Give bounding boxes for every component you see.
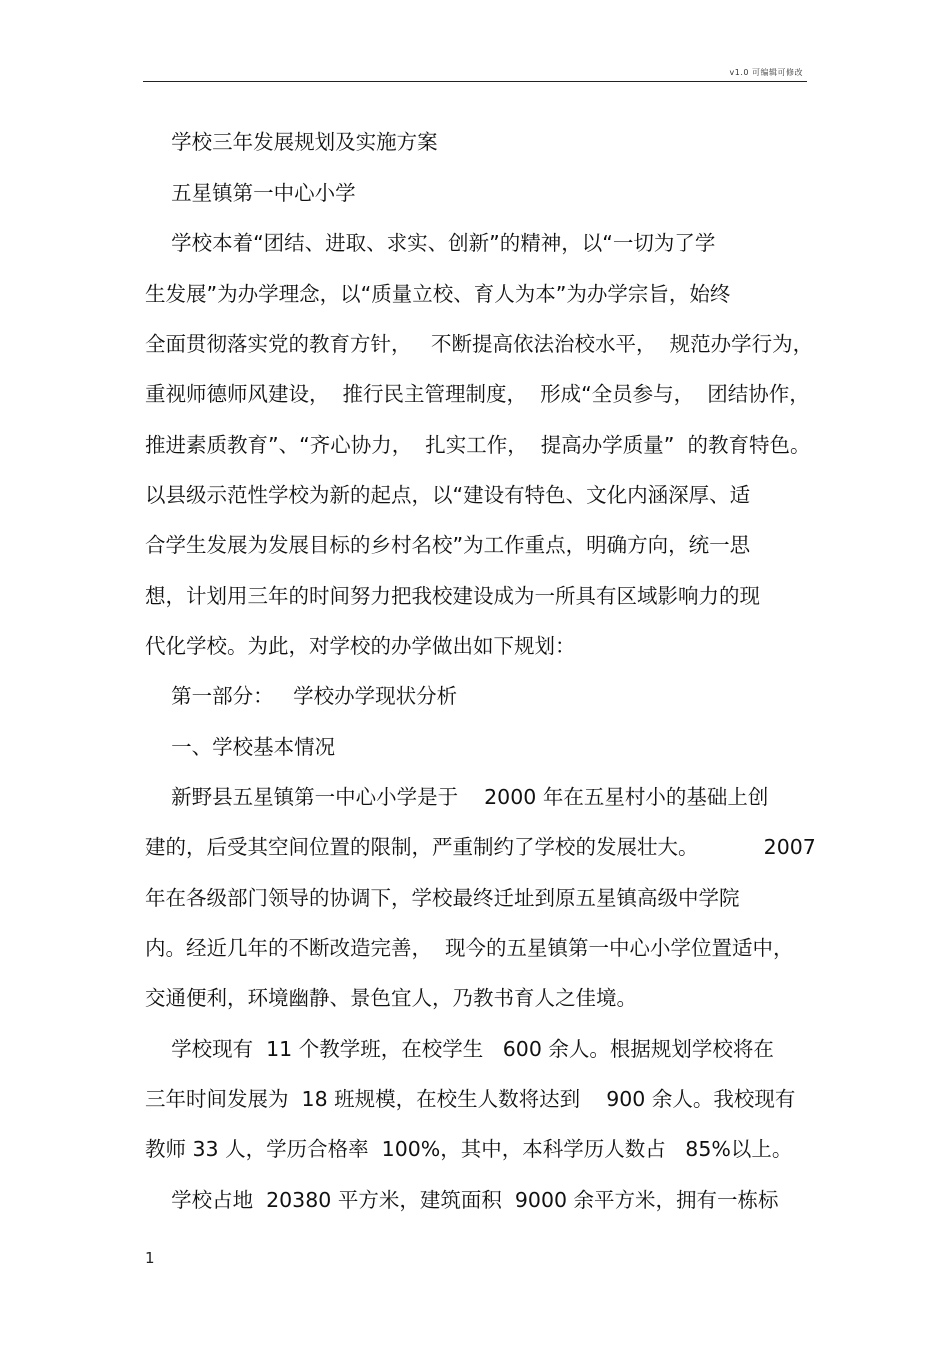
text-line: 推进素质教育”、“齐心协力， 扎实工作， 提高办学质量” 的教育特色。 [145, 433, 811, 457]
text-line: 重视师德师风建设， 推行民主管理制度， 形成“全员参与， 团结协作， [145, 382, 810, 406]
text-line: 全面贯彻落实党的教育方针， 不断提高依法治校水平， 规范办学行为， [145, 332, 814, 356]
text-line: 以县级示范性学校为新的起点，以“建设有特色、文化内涵深厚、适 [145, 483, 751, 507]
doc-subtitle: 五星镇第一中心小学 [145, 181, 356, 205]
text-line: 代化学校。为此，对学校的办学做出如下规划： [145, 634, 576, 658]
text-line: 学校现有 11 个教学班，在校学生 600 余人。根据规划学校将在 [145, 1037, 774, 1061]
text-line: 建的，后受其空间位置的限制，严重制约了学校的发展壮大。 2007 [145, 835, 816, 859]
subsection-heading: 一、学校基本情况 [145, 735, 336, 759]
header-rule [143, 81, 807, 82]
text-line: 学校本着“团结、进取、求实、创新”的精神，以“一切为了学 [145, 231, 716, 255]
section-heading: 第一部分： 学校办学现状分析 [145, 684, 458, 708]
text-line: 想，计划用三年的时间努力把我校建设成为一所具有区域影响力的现 [145, 584, 760, 608]
text-line: 交通便利，环境幽静、景色宜人，乃教书育人之佳境。 [145, 986, 637, 1010]
text-line: 内。经近几年的不断改造完善， 现今的五星镇第一中心小学位置适中， [145, 936, 794, 960]
text-line: 新野县五星镇第一中心小学是于 2000 年在五星村小的基础上创 [145, 785, 769, 809]
page-number: 1 [145, 1249, 155, 1267]
text-line: 三年时间发展为 18 班规模，在校生人数将达到 900 余人。我校现有 [145, 1087, 796, 1111]
text-line: 年在各级部门领导的协调下，学校最终迁址到原五星镇高级中学院 [145, 886, 740, 910]
text-line: 合学生发展为发展目标的乡村名校”为工作重点，明确方向，统一思 [145, 533, 751, 557]
text-line: 生发展”为办学理念，以“质量立校、育人为本”为办学宗旨，始终 [145, 282, 731, 306]
header-version-note: v1.0 可编辑可修改 [729, 68, 803, 77]
text-line: 教师 33 人，学历合格率 100%，其中，本科学历人数占 85%以上。 [145, 1137, 793, 1161]
doc-title: 学校三年发展规划及实施方案 [145, 130, 438, 154]
text-line: 学校占地 20380 平方米，建筑面积 9000 余平方米，拥有一栋标 [145, 1188, 779, 1212]
